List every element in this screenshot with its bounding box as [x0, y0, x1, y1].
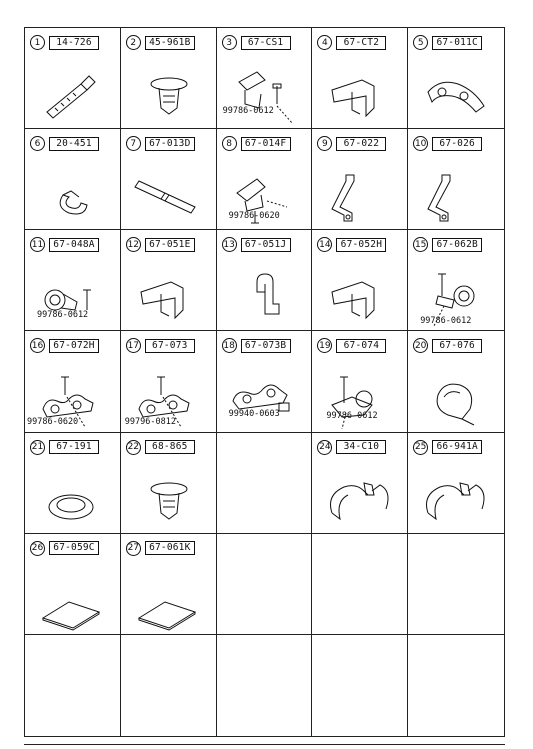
part-header	[317, 338, 386, 353]
empty-cell	[408, 534, 504, 635]
part-header	[30, 541, 99, 556]
pad-icon	[121, 556, 217, 632]
item-number: 13	[222, 237, 237, 252]
part-cell	[312, 28, 408, 129]
bracket-clip-icon	[121, 252, 217, 328]
part-cell	[25, 129, 121, 230]
corrugated-tube-icon	[121, 151, 217, 227]
part-header	[126, 237, 195, 252]
empty-cell	[408, 635, 504, 736]
part-code: 67-062B	[432, 238, 482, 252]
part-code: 68-865	[145, 440, 195, 454]
part-code: 67-051J	[241, 238, 291, 252]
part-code: 67-CS1	[241, 36, 291, 50]
item-number: 11	[30, 237, 45, 252]
part-cell	[121, 331, 217, 432]
multi-clip-icon	[408, 50, 504, 126]
part-code: 14-726	[49, 36, 99, 50]
item-number: 6	[30, 136, 45, 151]
item-number: 20	[413, 338, 428, 353]
part-code: 67-074	[336, 339, 386, 353]
part-header	[317, 440, 386, 455]
fastener-part-number: 99940-0603	[228, 409, 280, 420]
part-cell	[312, 230, 408, 331]
item-number: 1	[30, 35, 45, 50]
fastener-part-number: 99786-0612	[37, 310, 89, 321]
push-rivet-icon	[121, 455, 217, 531]
footer-rule	[24, 744, 505, 745]
part-cell	[121, 534, 217, 635]
empty-cell	[312, 635, 408, 736]
item-number: 27	[126, 541, 141, 556]
part-header	[222, 35, 291, 50]
part-cell	[121, 129, 217, 230]
part-cell	[408, 331, 504, 432]
cable-tie-icon	[25, 50, 121, 126]
part-header	[30, 136, 99, 151]
part-cell	[25, 230, 121, 331]
item-number: 9	[317, 136, 332, 151]
part-code: 67-022	[336, 137, 386, 151]
part-header	[413, 136, 482, 151]
part-code: 67-076	[432, 339, 482, 353]
part-cell	[121, 28, 217, 129]
part-code: 20-451	[49, 137, 99, 151]
fastener-part-number: 99786-0620	[27, 417, 79, 428]
open-clamp-icon	[408, 455, 504, 531]
open-clamp-icon	[312, 455, 408, 531]
part-header	[222, 136, 291, 151]
item-number: 22	[126, 440, 141, 455]
part-cell	[217, 28, 313, 129]
part-code: 67-051E	[145, 238, 195, 252]
bracket-clip-icon	[312, 50, 408, 126]
item-number: 18	[222, 338, 237, 353]
item-number: 10	[413, 136, 428, 151]
part-cell	[408, 230, 504, 331]
part-cell	[312, 331, 408, 432]
part-code: 67-013D	[145, 137, 195, 151]
part-cell	[408, 433, 504, 534]
part-code: 67-073B	[241, 339, 291, 353]
part-code: 34-C10	[336, 440, 386, 454]
part-header	[30, 237, 99, 252]
part-header	[222, 237, 291, 252]
parts-grid	[24, 27, 505, 737]
part-header	[126, 338, 195, 353]
fastener-part-number: 99786-0612	[326, 411, 378, 422]
part-cell	[217, 129, 313, 230]
empty-cell	[121, 635, 217, 736]
part-code: 67-052H	[336, 238, 386, 252]
part-code: 67-059C	[49, 541, 99, 555]
part-cell	[217, 331, 313, 432]
hook-clip-icon	[217, 252, 313, 328]
part-code: 67-073	[145, 339, 195, 353]
strap-bracket-icon	[312, 151, 408, 227]
part-cell	[408, 129, 504, 230]
empty-cell	[217, 433, 313, 534]
part-cell	[217, 230, 313, 331]
part-cell	[121, 230, 217, 331]
fastener-part-number: 99786-0612	[222, 106, 274, 116]
part-code: 67-014F	[241, 137, 291, 151]
fastener-part-number: 99786-0612	[420, 316, 472, 327]
part-header	[222, 338, 291, 353]
part-cell	[25, 534, 121, 635]
part-header	[317, 237, 386, 252]
push-rivet-icon	[121, 50, 217, 126]
part-header	[413, 237, 482, 252]
part-header	[126, 35, 195, 50]
harness-clamp-icon	[408, 353, 504, 429]
item-number: 25	[413, 440, 428, 455]
part-header	[30, 440, 99, 455]
part-cell	[312, 129, 408, 230]
part-cell	[312, 433, 408, 534]
item-number: 7	[126, 136, 141, 151]
empty-cell	[25, 635, 121, 736]
part-cell	[25, 28, 121, 129]
part-code: 67-026	[432, 137, 482, 151]
item-number: 15	[413, 237, 428, 252]
item-number: 2	[126, 35, 141, 50]
part-header	[126, 136, 195, 151]
part-header	[413, 440, 482, 455]
item-number: 3	[222, 35, 237, 50]
grommet-icon	[25, 455, 121, 531]
part-header	[317, 136, 386, 151]
part-cell	[408, 28, 504, 129]
item-number: 17	[126, 338, 141, 353]
part-cell	[121, 433, 217, 534]
bracket-clip-icon	[312, 252, 408, 328]
item-number: 12	[126, 237, 141, 252]
strap-bracket-icon	[408, 151, 504, 227]
part-code: 67-072H	[49, 339, 99, 353]
empty-cell	[312, 534, 408, 635]
part-code: 67-011C	[432, 36, 482, 50]
part-header	[126, 541, 195, 556]
pad-icon	[25, 556, 121, 632]
part-code: 67-191	[49, 440, 99, 454]
fastener-part-number: 99786-0620	[228, 211, 280, 222]
part-code: 67-061K	[145, 541, 195, 555]
item-number: 16	[30, 338, 45, 353]
part-code: 67-048A	[49, 238, 99, 252]
item-number: 21	[30, 440, 45, 455]
empty-cell	[217, 534, 313, 635]
part-code: 66-941A	[432, 440, 482, 454]
part-header	[413, 35, 482, 50]
part-code: 67-CT2	[336, 36, 386, 50]
part-cell	[25, 331, 121, 432]
item-number: 8	[222, 136, 237, 151]
item-number: 24	[317, 440, 332, 455]
part-header	[413, 338, 482, 353]
part-header	[317, 35, 386, 50]
part-code: 45-961B	[145, 36, 195, 50]
item-number: 26	[30, 541, 45, 556]
item-number: 5	[413, 35, 428, 50]
empty-cell	[217, 635, 313, 736]
item-number: 14	[317, 237, 332, 252]
part-cell	[25, 433, 121, 534]
item-number: 19	[317, 338, 332, 353]
fastener-part-number: 99796-0812	[124, 417, 176, 428]
part-header	[126, 440, 195, 455]
part-header	[30, 338, 99, 353]
part-header	[30, 35, 99, 50]
item-number: 4	[317, 35, 332, 50]
c-clip-icon	[25, 151, 121, 227]
